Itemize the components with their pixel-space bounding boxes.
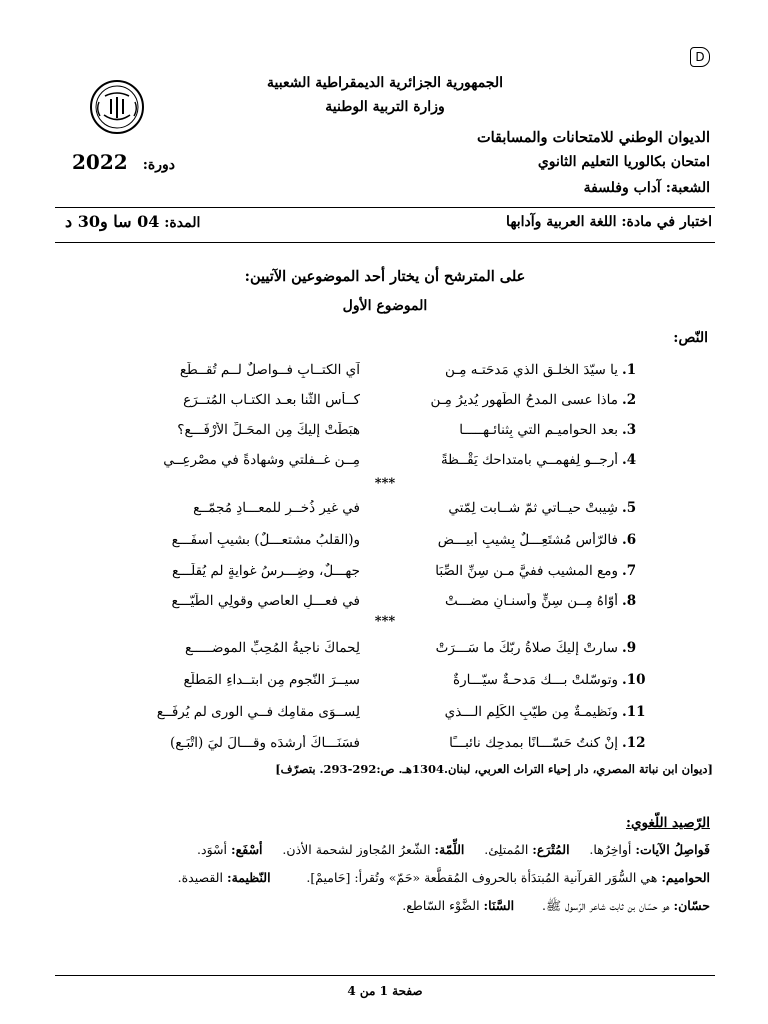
verse-second-hemistich: و(القلبُ مشتعـــلٌ) بشيبٍ أسفَـــعِ (171, 532, 360, 548)
verse-row (110, 500, 640, 526)
verse-number: 2. (622, 392, 637, 408)
duration-value: 04 سا و30 د (65, 212, 160, 231)
topic-title: الموضوع الأول (342, 298, 428, 314)
stars-separator: *** (374, 476, 396, 491)
verse-first-hemistich: وتوسّلتْ بـــك مَدحـةٌ سيّـــارةٌ (453, 672, 618, 688)
verse-first-hemistich: سارتْ إليكَ صلاةُ ربّكَ ما سَـــرَتْ (435, 640, 618, 656)
verse-second-hemistich: فسَنَـــاكَ أرشدَه وقـــالَ ليَ (اتْبَـعِ) (170, 735, 360, 751)
verse-second-hemistich: سيــرَ النّجومِ مِن ابتــداءِ المَطلَعِ (183, 672, 360, 688)
page-number: صفحة 1 من 4 (347, 984, 423, 998)
glossary-term: فَواصِلُ الآيات: (635, 842, 710, 857)
glossary-term: حسّان: (673, 898, 710, 913)
verse-number: 5. (622, 500, 637, 516)
instructions: على المترشح أن يختار أحد الموضوعين الآتيين: (244, 268, 526, 285)
divider-top (55, 207, 715, 208)
divider-footer (55, 975, 715, 976)
session-label: دورة: (142, 157, 176, 173)
verse-second-hemistich: آيِ الكتــابِ فــواصلٌ لــم تُقــطَعِ (179, 362, 360, 378)
glossary-term: المُتْرَع: (532, 842, 570, 857)
text-label: النّص: (673, 330, 708, 346)
verse-number: 3. (622, 422, 637, 438)
verse-second-hemistich: في فعـــلِ العاصي وقولِي الطَّيّـــعِ (171, 593, 360, 609)
glossary-title: الرّصيد اللّغوي: (625, 815, 710, 831)
verse-first-hemistich: ونَظيمـةٌ مِن طيّبِ الكَلِمِ الـــذي (444, 704, 618, 720)
verse-number: 10. (622, 672, 646, 688)
stars-separator: *** (374, 614, 396, 629)
glossary-definition: أسْوَد. (197, 842, 227, 857)
glossary-definition: المُمتلِئ. (484, 842, 529, 857)
corner-mark: D (690, 47, 710, 67)
glossary-definition: القصيدة. (177, 870, 223, 885)
verse-number: 12. (622, 735, 646, 751)
verse-first-hemistich: ومع المشيب ففيَّ مـن سِنِّ الصِّبَا (435, 563, 618, 579)
verse-second-hemistich: لِحماكَ ناجيةُ المُحِبِّ الموضـــــعِ (185, 640, 360, 656)
header-exam: امتحان بكالوريا التعليم الثانوي (537, 154, 710, 170)
verse-first-hemistich: ماذا عسى المدحُ الطّهور يُديرُ مِـن (430, 392, 618, 408)
verse-number: 1. (622, 362, 637, 378)
verse-row (110, 452, 640, 478)
verse-number: 8. (622, 593, 637, 609)
verse-row (110, 563, 640, 589)
session-info (72, 150, 212, 176)
verse-second-hemistich: جهـــلٌ، وضِـــرسُ غوايةٍ لم يُقلَـــعِ (172, 563, 360, 579)
header-republic: الجمهورية الجزائرية الديمقراطية الشعبية (266, 75, 503, 91)
glossary-line (50, 870, 710, 885)
verse-second-hemistich: هبَطَتْ إليكَ مِن المحَـلِّ الأرْفَـــعِ؟ (177, 422, 360, 438)
verse-row (110, 704, 646, 730)
verse-second-hemistich: في غيرِ ذُخــرٍ للمعـــادِ مُجمّــعِ (193, 500, 360, 516)
verse-number: 7. (622, 563, 637, 579)
verse-first-hemistich: فالرّأس مُشتَعِـــلٌ بِشيبٍ أبيـــض (437, 532, 618, 548)
verse-row (110, 422, 640, 448)
subject-row (55, 212, 715, 234)
glossary-term: النّظيمة: (226, 870, 271, 885)
glossary-line (50, 842, 710, 857)
verse-first-hemistich: بعد الحواميـمِ التي بِثنائـهـــــا (459, 422, 618, 438)
session-year: 2022 (72, 150, 128, 174)
glossary-definition: هي السُّوَر القرآنية المُبتدَأة بالحروف المُقطَّعة «حَمّ» وتُقرأ: [حَاميمْ]. (306, 870, 658, 885)
glossary-definition: هو حسّان بن ثابت شاعر الرّسول ﷺ. (542, 898, 670, 913)
verse-first-hemistich: إنْ كنتُ حَسّـــانًا بمدحِك نائبـــًا (449, 735, 618, 751)
verse-first-hemistich: يا سيّدَ الخلـقِ الذي مَدحَتـه مِـن (445, 362, 618, 378)
subject-label: اختبار في مادة: اللغة العربية وآدابها (506, 214, 712, 230)
verse-number: 4. (622, 452, 637, 468)
verse-first-hemistich: شِيبتْ حيــاتي ثمّ شــابت لِمّتي (448, 500, 618, 516)
header-office: الديوان الوطني للامتحانات والمسابقات (476, 129, 710, 146)
verse-row (110, 735, 646, 761)
glossary-definition: الشّعرُ المُجاوز لشحمة الأذن. (282, 842, 431, 857)
glossary-term: السَّنَا: (483, 898, 515, 913)
verse-row (110, 532, 640, 558)
verse-first-hemistich: أوّاهُ مِــن سِنٍّ وأسنـانٍ مضـــتْ (445, 593, 618, 609)
header-ministry: وزارة التربية الوطنية (325, 99, 445, 115)
emblem-icon (88, 78, 146, 136)
verse-first-hemistich: أرجــو لِفهمــي بامتداحك يَقْــظةً (440, 452, 618, 468)
glossary-definition: أواخِرُها. (589, 842, 632, 857)
header-branch: الشعبة: آداب وفلسفة (583, 180, 710, 196)
glossary-term: اللِّمّة: (434, 842, 465, 857)
verse-row (110, 392, 640, 418)
verse-number: 9. (622, 640, 637, 656)
verse-row (110, 640, 640, 666)
glossary-term: الحواميم: (661, 870, 710, 885)
verse-number: 6. (622, 532, 637, 548)
verse-row (110, 672, 646, 698)
divider-subject (55, 242, 715, 243)
duration-label: المدة: (164, 215, 201, 231)
verse-second-hemistich: لِســوَى مقامِك فــي الورى لم يُرفَــعِ (156, 704, 360, 720)
glossary-term: أسْفَع: (230, 842, 263, 857)
verse-second-hemistich: كــأسِ الثّنا بعـد الكتـاب المُتــرَعِ (183, 392, 360, 408)
verse-number: 11. (622, 704, 646, 720)
verse-row (110, 362, 640, 388)
glossary-definition: الضَّوْء السّاطع. (402, 898, 480, 913)
duration (65, 212, 200, 231)
verse-second-hemistich: مِــن غــفلتي وشهادةً في مصْرعِــي (163, 452, 360, 468)
source-citation: [ديوان ابن نباتة المصري، دار إحياء التراث العربي، لبنان.1304هـ. ص:292-293. بتصرّف] (275, 762, 713, 776)
glossary-line (50, 898, 710, 917)
